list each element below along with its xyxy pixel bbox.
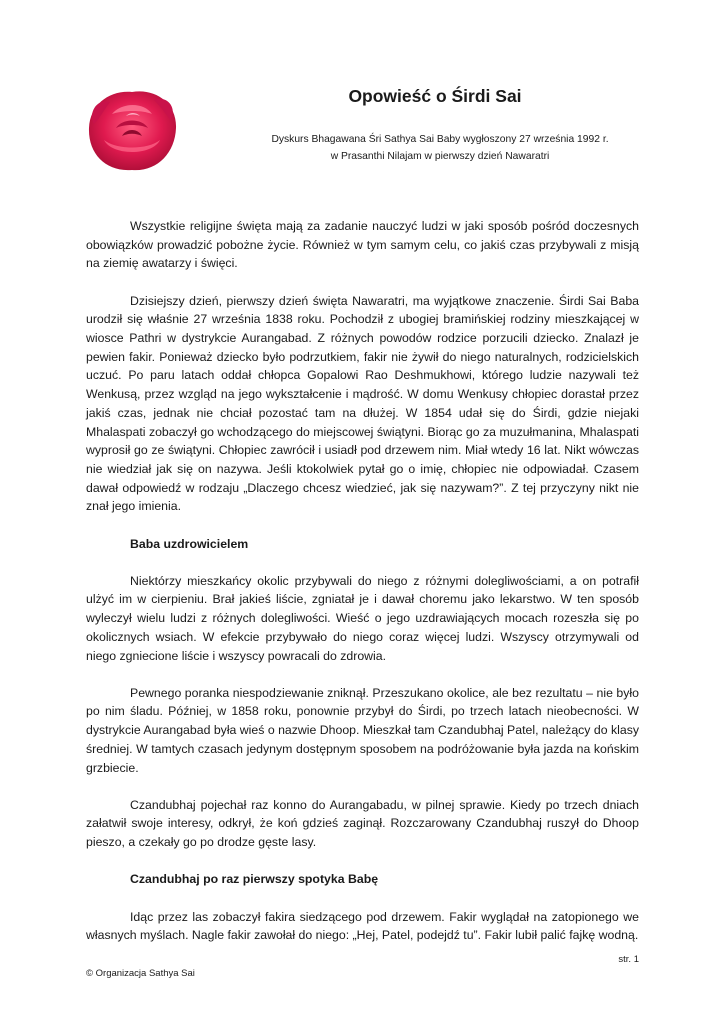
subtitle-line: Dyskurs Bhagawana Śri Sathya Sai Baby wygłoszony 27 września 1992 r. [271, 134, 609, 145]
section-heading: Czandubhaj po raz pierwszy spotyka Babę [130, 872, 379, 887]
section-heading: Baba uzdrowicielem [130, 536, 249, 551]
paragraph: Idąc przez las zobaczył fakira siedzącego pod drzewem. Fakir wyglądał na zatopionego we własnych myślach. Nagle fakir zawołał do niego: „Hej, Patel, podejdź tu”. Fakir lubił palić fajkę wodną. [86, 909, 639, 943]
page-number: str. 1 [618, 954, 639, 965]
footer-copyright: © Organizacja Sathya Sai [86, 968, 195, 979]
page-title: Opowieść o Śirdi Sai [348, 86, 522, 106]
paragraph: Wszystkie religijne święta mają za zadanie nauczyć ludzi w jaki sposób pośród doczesnych obowiązków prowadzić pobożne życie. Również w tym samym celu, co jakiś czas przybywali z misją na ziemię awatarzy i święci. [86, 219, 639, 271]
document-body [86, 217, 639, 945]
subtitle [250, 131, 630, 165]
subtitle-line: w Prasanthi Nilajam w pierwszy dzień Nawaratri [330, 151, 550, 162]
paragraph: Pewnego poranka niespodziewanie zniknął. Przeszukano okolice, ale bez rezultatu – nie było po nim śladu. Później, w 1858 roku, ponownie przybył do Śirdi, po trzech latach nieobecności. W dystrykcie Aurangabad była wieś o nazwie Dhoop. Mieszkał tam Czandubhaj Patel, należący do klasy średniej. W tamtych czasach jedynym dostępnym sposobem na podróżowanie była jazda na końskim grzbiecie. [86, 685, 639, 775]
paragraph: Czandubhaj pojechał raz konno do Aurangabadu, w pilnej sprawie. Kiedy po trzech dniach załatwił swoje interesy, odkrył, że koń gdzieś zaginął. Rozczarowany Czandubhaj ruszył do Dhoop pieszo, a czekały go po drodze gęste lasy. [86, 797, 639, 850]
rose-icon [82, 84, 182, 176]
paragraph: Dzisiejszy dzień, pierwszy dzień święta Nawaratri, ma wyjątkowe znaczenie. Śirdi Sai Baba urodził się właśnie 27 września 1838 roku. Pochodził z ubogiej bramińskiej rodziny mieszkającej w wiosce Pathri w dystrykcie Aurangabad. Z różnych powodów rodzice porzucili dziecko. Znalazł je pewien fakir. Ponieważ dziecko było podrzutkiem, fakir nie żywił do niego naturalnych, rodzicielskich uczuć. Po paru latach oddał chłopca Gopalowi Rao Deshmukhowi, którego ludzie nazywali też Wenkusą, przez wzgląd na jego wykształcenie i mądrość. W domu Wenkusy chłopiec dorastał przez jakiś czas, jednak nie chciał pozostać tam na dłużej. W 1854 udał się do Śirdi, gdzie niejaki Mhalaspati zobaczył go wchodzącego do miejscowej świątyni. Biorąc go za muzułmanina, Mhalaspati wyprosił go ze świątyni. Chłopiec zawrócił i usiadł pod drzewem nim. Miał wtedy 16 lat. Nikt wówczas nie wiedział jak się on nazywa. Jeśli ktokolwiek pytał go o imię, chłopiec nie odpowiadał. Czasem dawał odpowiedź w rodzaju „Dlaczego chcesz wiedzieć, jak się nazywam?”. Z tej przyczyny nikt nie znał jego imienia. [86, 293, 639, 514]
paragraph: Niektórzy mieszkańcy okolic przybywali do niego z różnymi dolegliwościami, a on potrafił ulżyć im w cierpieniu. Brał jakieś liście, zgniatał je i dawał choremu jako lekarstwo. W ten sposób wyleczył wielu ludzi z różnych dolegliwości. Wieść o jego uzdrawiających mocach rozeszła się po okolicznych wsiach. W efekcie przybywało do niego coraz więcej ludzi. Wszyscy otrzymywali od niego zgniecione liście i wszyscy powracali do zdrowia. [86, 573, 639, 663]
